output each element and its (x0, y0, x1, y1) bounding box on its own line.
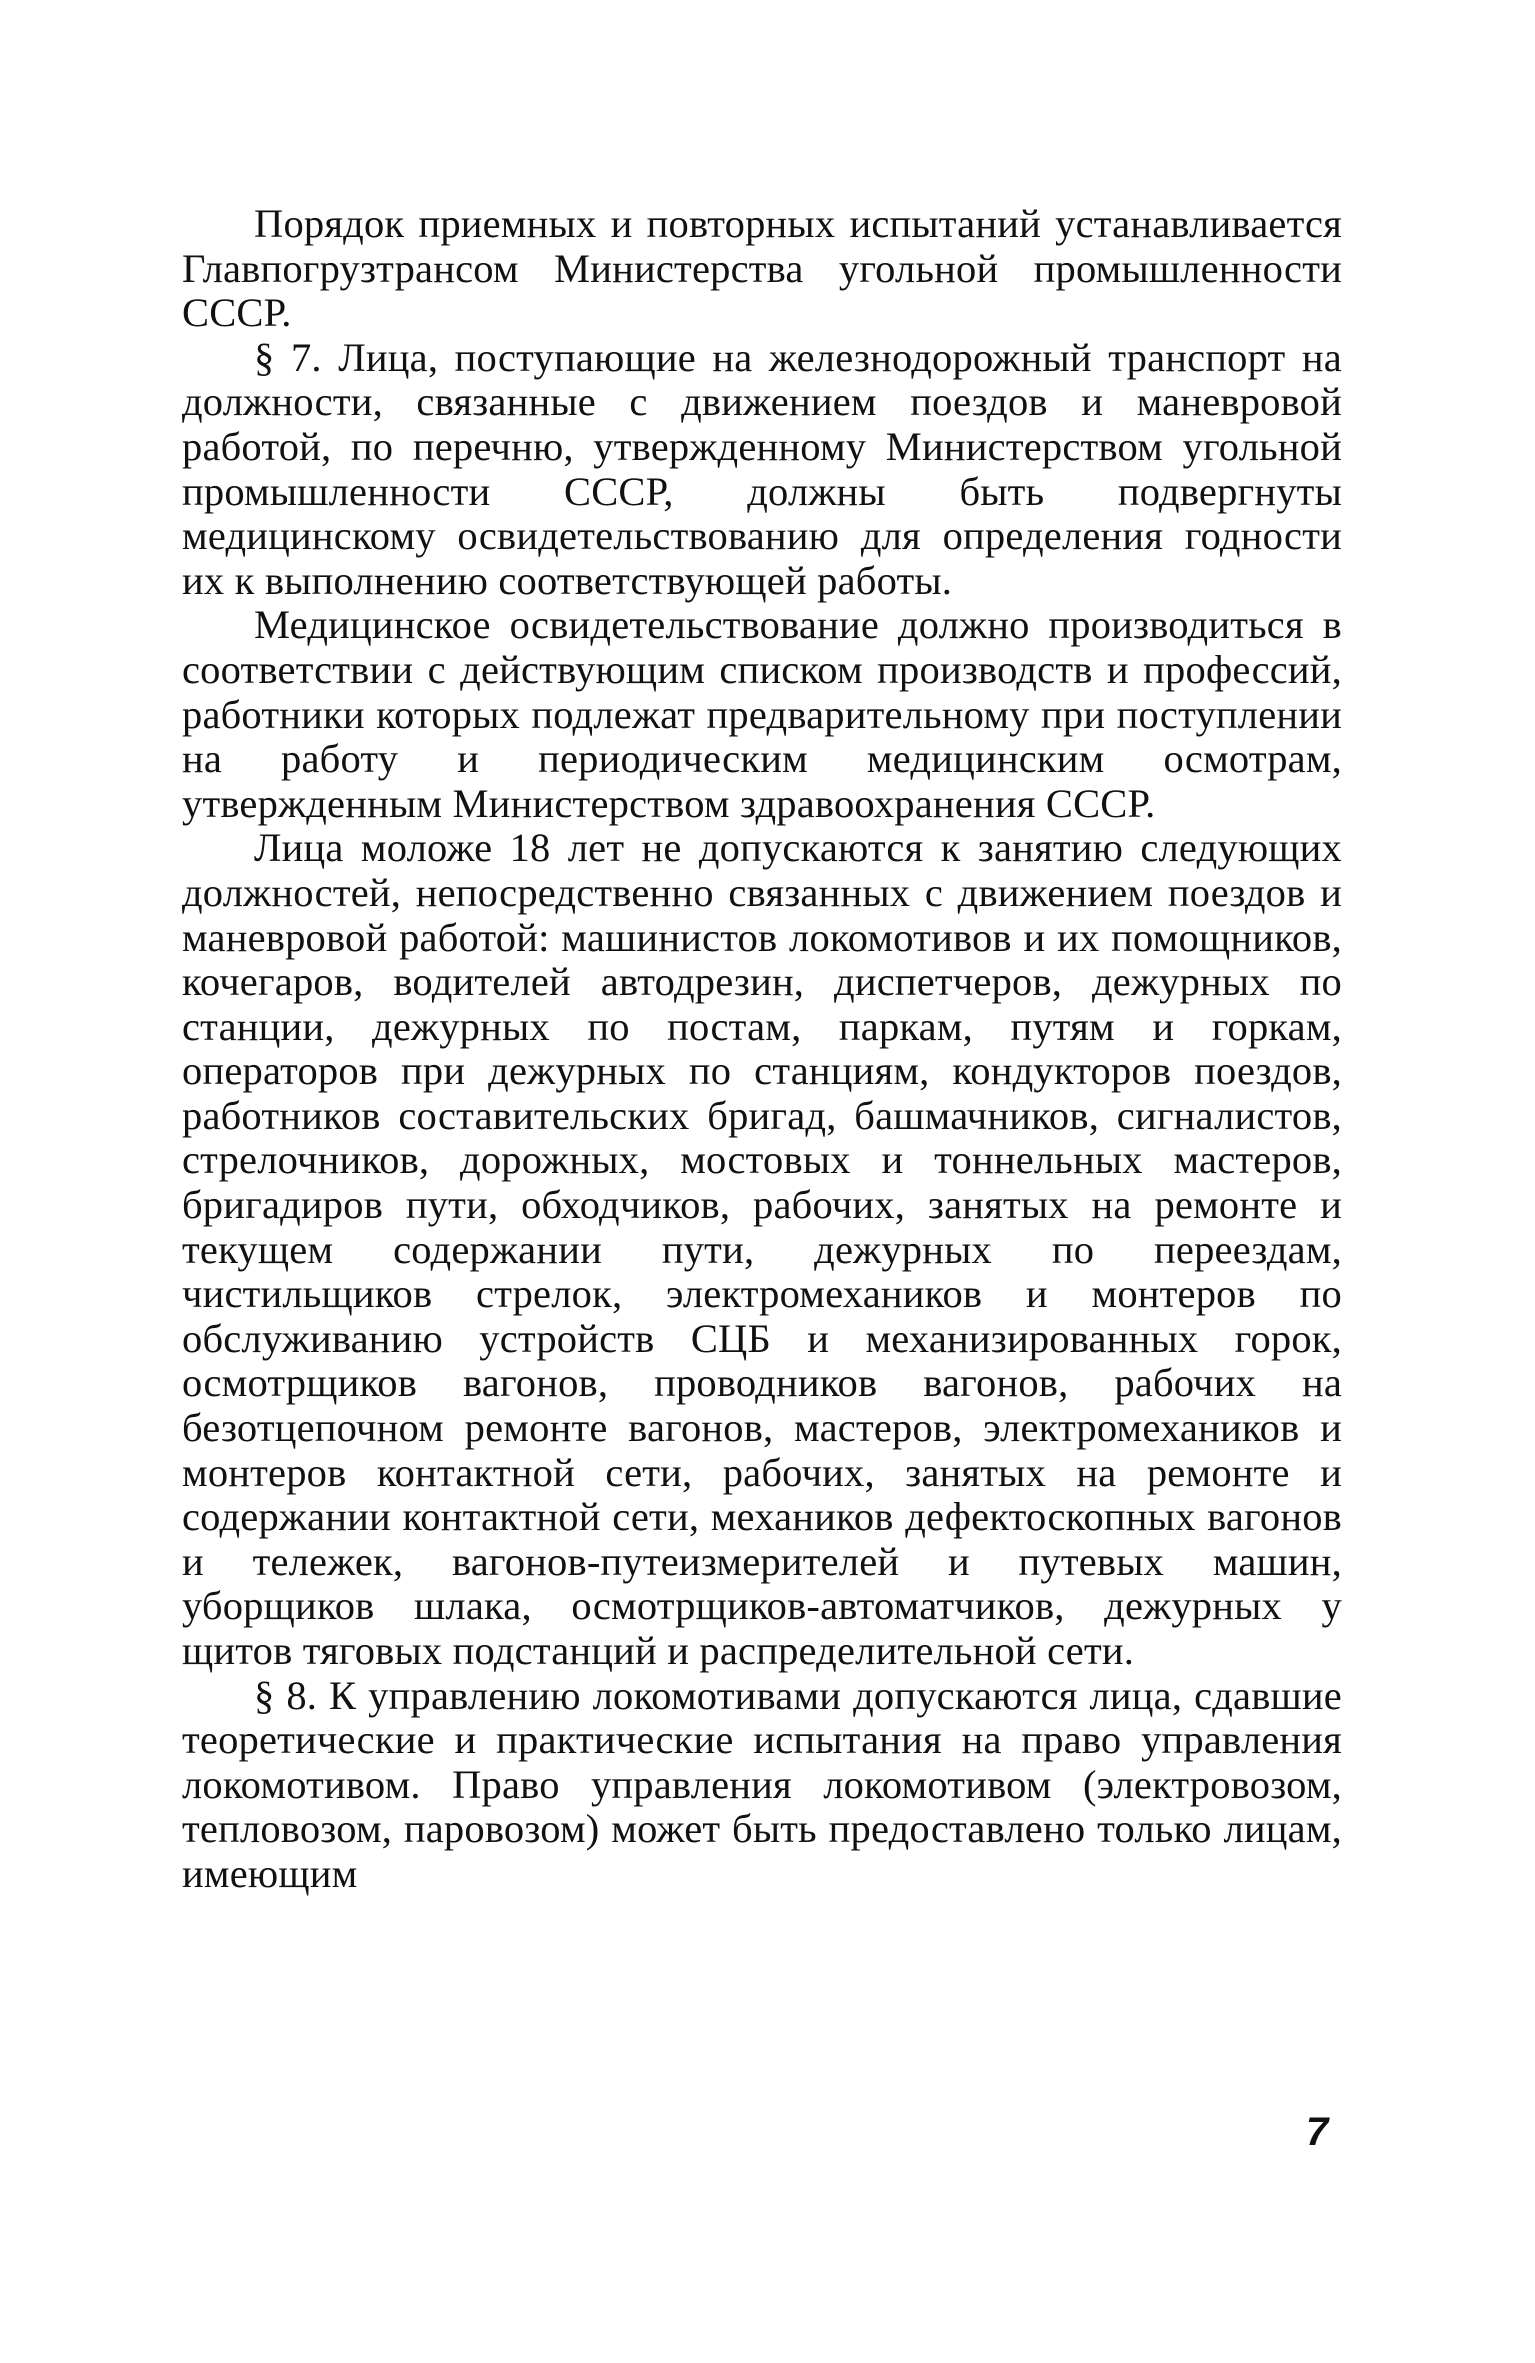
paragraph-medical-exam: Медицинское освидетельствование должно производиться в соответствии с действующим списком производств и профессий, работники которых подлежат предварительному при поступлении на работу и периодическим медицинским осмотрам, утвержденным Министерством здравоохранения СССР. (182, 602, 1342, 826)
paragraph-section-8: § 8. К управлению локомотивами допускаются лица, сдавшие теоретические и практические испытания на право управления локомотивом. Право управления локомотивом (электровозом, тепловозом, паровозом) может быть предоставлено только лицам, имеющим (182, 1672, 1342, 1896)
page-number: 7 (1306, 2110, 1329, 2154)
paragraph-section-7: § 7. Лица, поступающие на железнодорожный транспорт на должности, связанные с движением поездов и маневровой работой, по перечню, утвержденному Министерством угольной промышленности СССР, должны быть подвергнуты медицинскому освидетельствованию для определения годности их к выполнению соответствующей работы. (182, 334, 1342, 603)
paragraph-age-restriction: Лица моложе 18 лет не допускаются к занятию следующих должностей, непосредственно связанных с движением поездов и маневровой работой: машинистов локомотивов и их помощников, кочегаров, водителей автодрезин, диспетчеров, дежурных по станции, дежурных по постам, паркам, путям и горкам, операторов при дежурных по станциям, кондукторов поездов, работников составительских бригад, башмачников, сигналистов, стрелочников, дорожных, мостовых и тоннельных мастеров, бригадиров пути, обходчиков, рабочих, занятых на ремонте и текущем содержании пути, дежурных по переездам, чистильщиков стрелок, электромехаников и монтеров по обслуживанию устройств СЦБ и механизированных горок, осмотрщиков вагонов, проводников вагонов, рабочих на безотцепочном ремонте вагонов, мастеров, электромехаников и монтеров контактной сети, рабочих, занятых на ремонте и содержании контактной сети, механиков дефектоскопных вагонов и тележек, вагонов-путеизмерителей и путевых машин, уборщиков шлака, осмотрщиков-автоматчиков, дежурных у щитов тяговых подстанций и распределительной сети. (182, 825, 1342, 1673)
body-text (182, 202, 1342, 1897)
paragraph-test-order: Порядок приемных и повторных испытаний устанавливается Главпогрузтрансом Министерства угольной промышленности СССР. (182, 201, 1342, 336)
